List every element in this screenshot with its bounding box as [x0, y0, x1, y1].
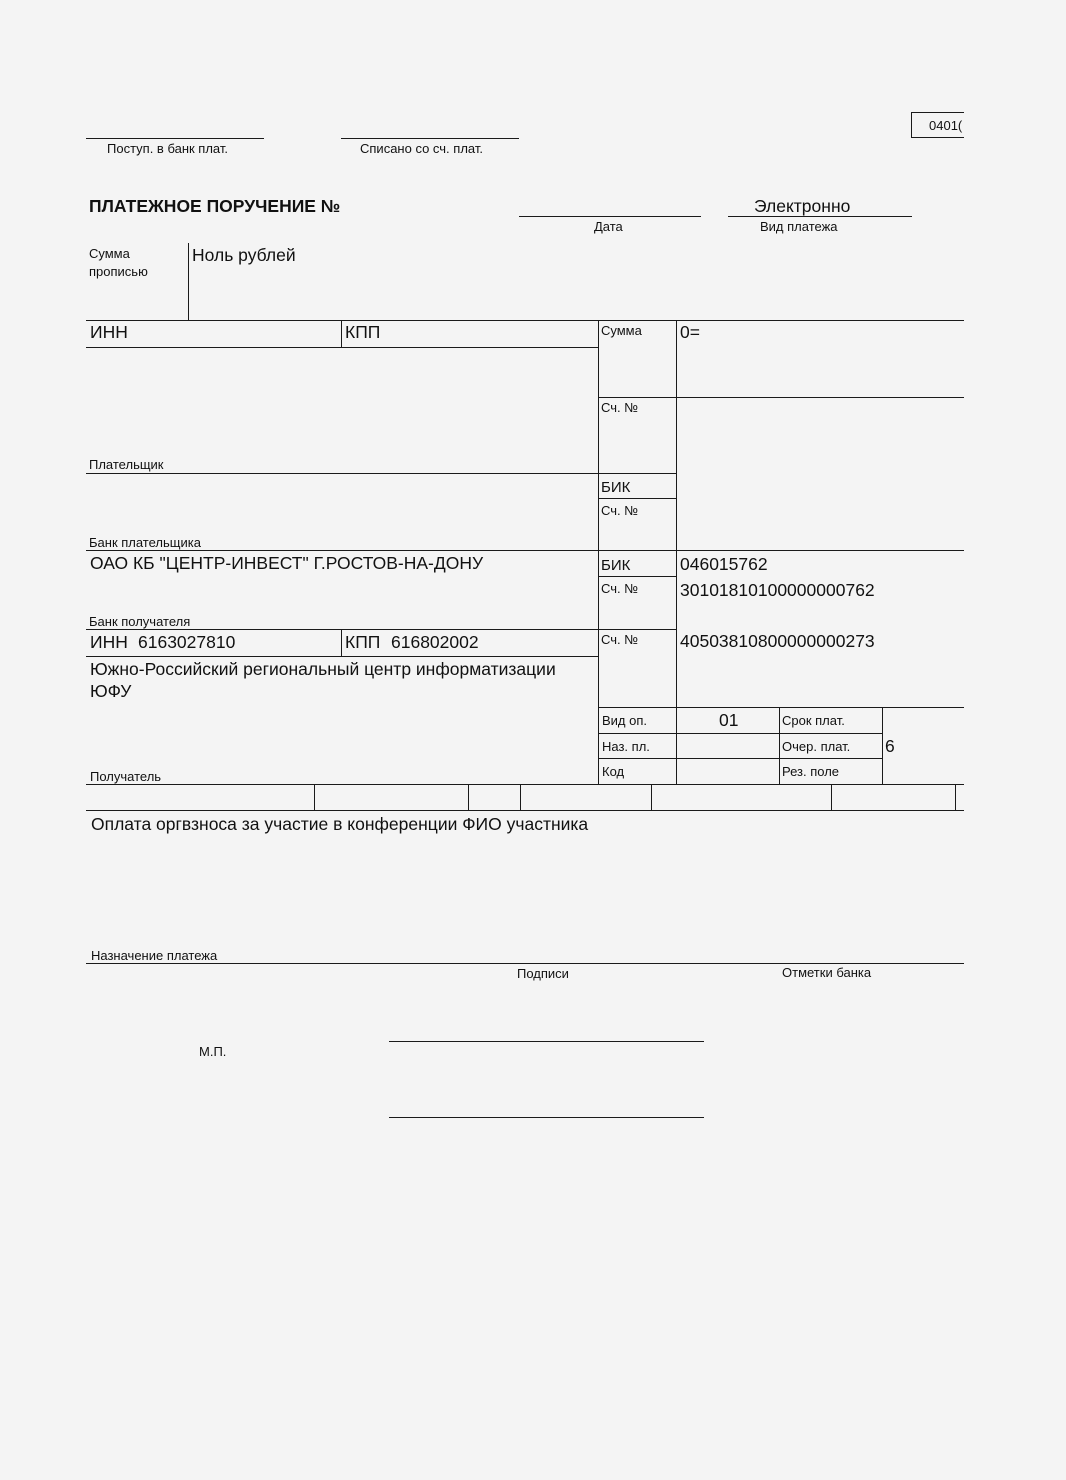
signature-line-1 — [389, 1041, 704, 1042]
due-label: Срок плат. — [782, 713, 845, 728]
recipient-corr-account-label: Сч. № — [601, 581, 639, 596]
recipient-bank-name: ОАО КБ "ЦЕНТР-ИНВЕСТ" Г.РОСТОВ-НА-ДОНУ — [90, 553, 484, 573]
codes-col-divider-2 — [882, 707, 883, 784]
reserve-label: Рез. поле — [782, 764, 840, 779]
sum-bottom-line — [598, 397, 964, 398]
purpose-code-label: Наз. пл. — [602, 739, 650, 754]
payer-bank-label: Банк плательщика — [89, 535, 201, 550]
sum-value: 0= — [680, 322, 700, 342]
payer-inn-bottom-line — [86, 347, 598, 348]
recipient-bik-value: 046015762 — [680, 554, 768, 574]
date-line — [519, 216, 701, 217]
payer-bik-label: БИК — [601, 479, 631, 496]
priority-value: 6 — [885, 736, 895, 756]
tax-cell-divider-1 — [314, 784, 315, 810]
amount-words-value: Ноль рублей — [192, 245, 296, 265]
recipient-kpp-label: КПП — [345, 632, 381, 652]
tax-row-top-line — [86, 784, 964, 785]
recipient-name-line-1: Южно-Российский региональный центр информатизации — [90, 659, 556, 679]
debited-date-line — [341, 138, 519, 139]
priority-label: Очер. плат. — [782, 739, 851, 754]
amount-words-label-1: Сумма — [89, 246, 130, 261]
form-code-box — [911, 112, 964, 138]
bank-marks-label: Отметки банка — [782, 965, 872, 980]
purpose-label: Назначение платежа — [91, 948, 218, 963]
recipient-corr-account-value: 30101810100000000762 — [680, 580, 875, 600]
code-label: Код — [602, 764, 625, 779]
tax-cell-divider-2 — [468, 784, 469, 810]
received-date-line — [86, 138, 264, 139]
purpose-text: Оплата оргвзноса за участие в конференции ФИО участника — [91, 814, 589, 834]
payer-account-label: Сч. № — [601, 400, 639, 415]
recipient-bank-bottom-line — [86, 629, 676, 630]
recipient-inn-bottom-line — [86, 656, 598, 657]
op-type-value: 01 — [719, 710, 739, 730]
tax-cell-divider-3 — [520, 784, 521, 810]
signatures-label: Подписи — [517, 966, 569, 981]
payment-type-label: Вид платежа — [760, 219, 838, 234]
payment-type-value: Электронно — [754, 196, 851, 216]
recipient-name-line-2: ЮФУ — [90, 681, 132, 701]
codes-top-line — [598, 707, 964, 708]
grid-line-inn-top — [86, 320, 964, 321]
grid-col-right — [676, 320, 677, 784]
recipient-account-value: 40503810800000000273 — [680, 631, 875, 651]
payer-bik-bottom-line — [598, 498, 676, 499]
page-title: ПЛАТЕЖНОЕ ПОРУЧЕНИЕ № — [89, 196, 341, 216]
recipient-bank-label: Банк получателя — [89, 614, 191, 629]
amount-words-label-2: прописью — [89, 264, 148, 279]
stamp-label: М.П. — [199, 1044, 227, 1059]
recipient-label: Получатель — [90, 769, 162, 784]
amount-words-divider — [188, 243, 189, 321]
payer-label: Плательщик — [89, 457, 164, 472]
recipient-kpp-value: 616802002 — [391, 632, 479, 652]
tax-cell-divider-6 — [955, 784, 956, 810]
payer-bank-account-label: Сч. № — [601, 503, 639, 518]
recipient-account-label: Сч. № — [601, 632, 639, 647]
date-label: Дата — [594, 219, 623, 234]
codes-row-line-1 — [598, 733, 882, 734]
recipient-inn-kpp-divider — [341, 629, 342, 656]
recipient-inn-value: 6163027810 — [138, 632, 236, 652]
recipient-bik-bottom-line — [598, 576, 676, 577]
recipient-bik-label: БИК — [601, 557, 631, 574]
codes-row-line-2 — [598, 758, 882, 759]
tax-cell-divider-5 — [831, 784, 832, 810]
payer-bank-bottom-line — [86, 550, 964, 551]
signature-line-2 — [389, 1117, 704, 1118]
recipient-inn-label: ИНН — [90, 632, 128, 652]
payer-inn-kpp-divider — [341, 320, 342, 347]
tax-cell-divider-4 — [651, 784, 652, 810]
payer-bottom-line — [86, 473, 676, 474]
op-type-label: Вид оп. — [602, 713, 648, 728]
tax-row-bottom-line — [86, 810, 964, 811]
debited-label: Списано со сч. плат. — [360, 141, 483, 156]
codes-col-divider — [779, 707, 780, 784]
payment-type-line — [728, 216, 912, 217]
payer-inn-label: ИНН — [90, 322, 128, 342]
form-code: 0401( — [929, 118, 963, 133]
payer-kpp-label: КПП — [345, 322, 381, 342]
purpose-bottom-line — [86, 963, 964, 964]
received-label: Поступ. в банк плат. — [107, 141, 229, 156]
sum-label: Сумма — [601, 323, 642, 338]
grid-col-left — [598, 320, 599, 784]
